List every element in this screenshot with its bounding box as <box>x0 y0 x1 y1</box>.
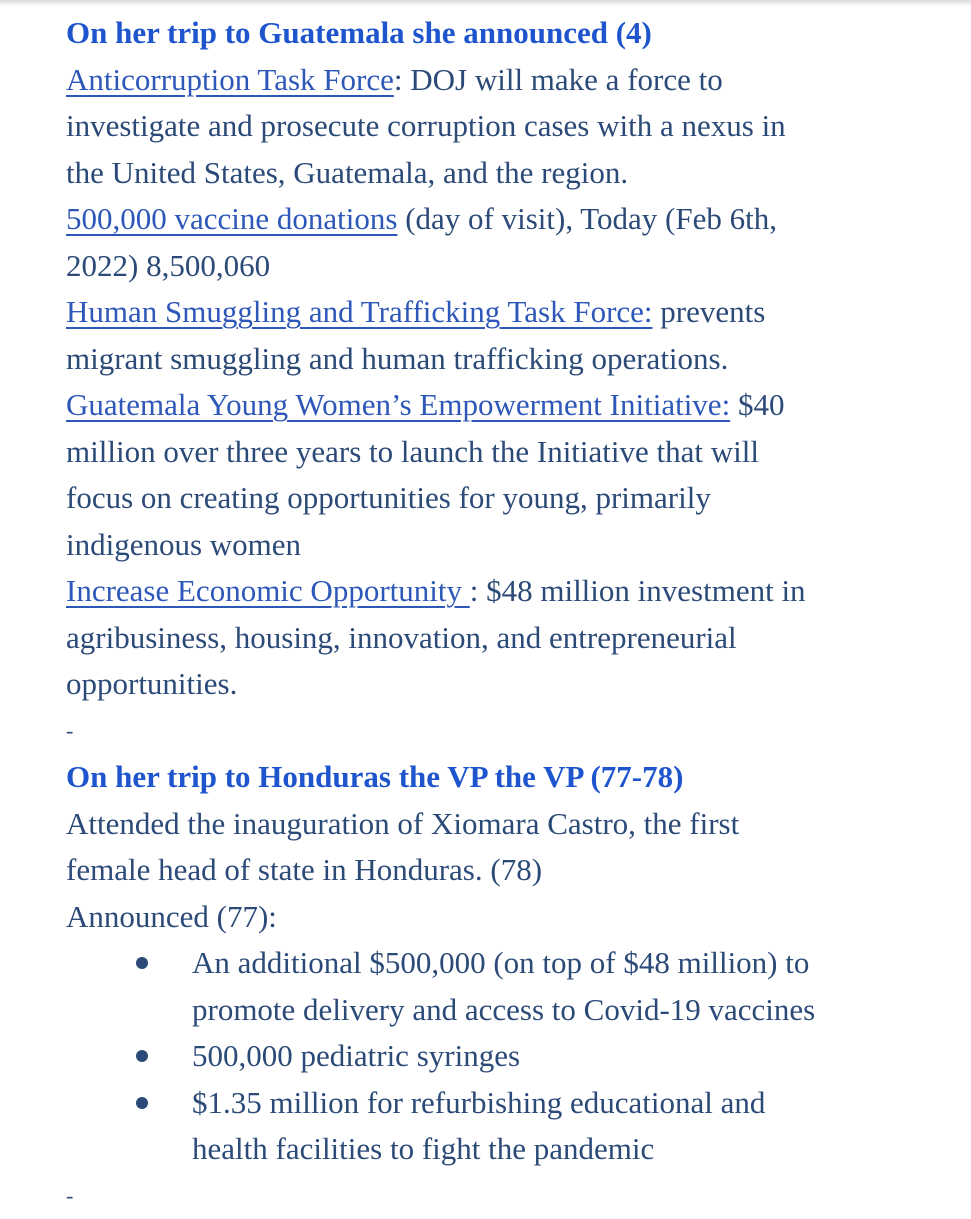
honduras-announced-label: Announced (77): <box>66 894 956 941</box>
vaccine-donations-link[interactable]: 500,000 vaccine donations <box>66 201 397 236</box>
bullet-text-line: 500,000 pediatric syringes <box>192 1033 956 1080</box>
bullet-dot-icon <box>136 957 148 969</box>
guatemala-item-economic-opportunity <box>66 568 956 615</box>
item-text: $40 <box>730 387 784 422</box>
bullet-dot-icon <box>136 1097 148 1109</box>
bullet-text-line: promote delivery and access to Covid-19 vaccines <box>192 987 956 1034</box>
guatemala-item-vaccine-donations <box>66 196 956 243</box>
bullet-item <box>66 1080 956 1173</box>
honduras-heading: On her trip to Honduras the VP the VP (77-78) <box>66 754 956 801</box>
honduras-bullet-list <box>66 940 956 1173</box>
guatemala-item-smuggling-task-force <box>66 289 956 336</box>
guatemala-heading: On her trip to Guatemala she announced (4) <box>66 10 956 57</box>
item-text-line: million over three years to launch the Initiative that will <box>66 429 956 476</box>
top-edge-shadow <box>0 0 971 6</box>
bullet-item <box>66 1033 956 1080</box>
economic-opportunity-link[interactable]: Increase Economic Opportunity <box>66 573 470 608</box>
bullet-text-line: $1.35 million for refurbishing educational and <box>192 1080 956 1127</box>
bullet-text-line: health facilities to fight the pandemic <box>192 1126 956 1173</box>
item-text-line: indigenous women <box>66 522 956 569</box>
bullet-text-line: An additional $500,000 (on top of $48 million) to <box>192 940 956 987</box>
item-text-line: migrant smuggling and human trafficking operations. <box>66 336 956 383</box>
smuggling-task-force-link[interactable]: Human Smuggling and Trafficking Task Force: <box>66 294 653 329</box>
guatemala-item-anticorruption <box>66 57 956 104</box>
women-empowerment-link[interactable]: Guatemala Young Women’s Empowerment Initiative: <box>66 387 730 422</box>
item-text-line: 2022) 8,500,060 <box>66 243 956 290</box>
item-text-line: focus on creating opportunities for young, primarily <box>66 475 956 522</box>
item-text: : $48 million investment in <box>470 573 806 608</box>
document-body <box>66 10 956 1219</box>
item-text-line: opportunities. <box>66 661 956 708</box>
item-text-line: agribusiness, housing, innovation, and entrepreneurial <box>66 615 956 662</box>
honduras-text-line: Attended the inauguration of Xiomara Castro, the first <box>66 801 956 848</box>
item-text-line: investigate and prosecute corruption cases with a nexus in <box>66 103 956 150</box>
guatemala-item-women-empowerment <box>66 382 956 429</box>
item-text: : DOJ will make a force to <box>394 62 723 97</box>
item-text: prevents <box>653 294 766 329</box>
anticorruption-task-force-link[interactable]: Anticorruption Task Force <box>66 62 394 97</box>
bullet-dot-icon <box>136 1050 148 1062</box>
item-text-line: the United States, Guatemala, and the region. <box>66 150 956 197</box>
section-separator-bottom: - <box>66 1173 956 1219</box>
honduras-text-line: female head of state in Honduras. (78) <box>66 847 956 894</box>
section-separator: - <box>66 708 956 755</box>
item-text: (day of visit), Today (Feb 6th, <box>397 201 777 236</box>
bullet-item <box>66 940 956 1033</box>
